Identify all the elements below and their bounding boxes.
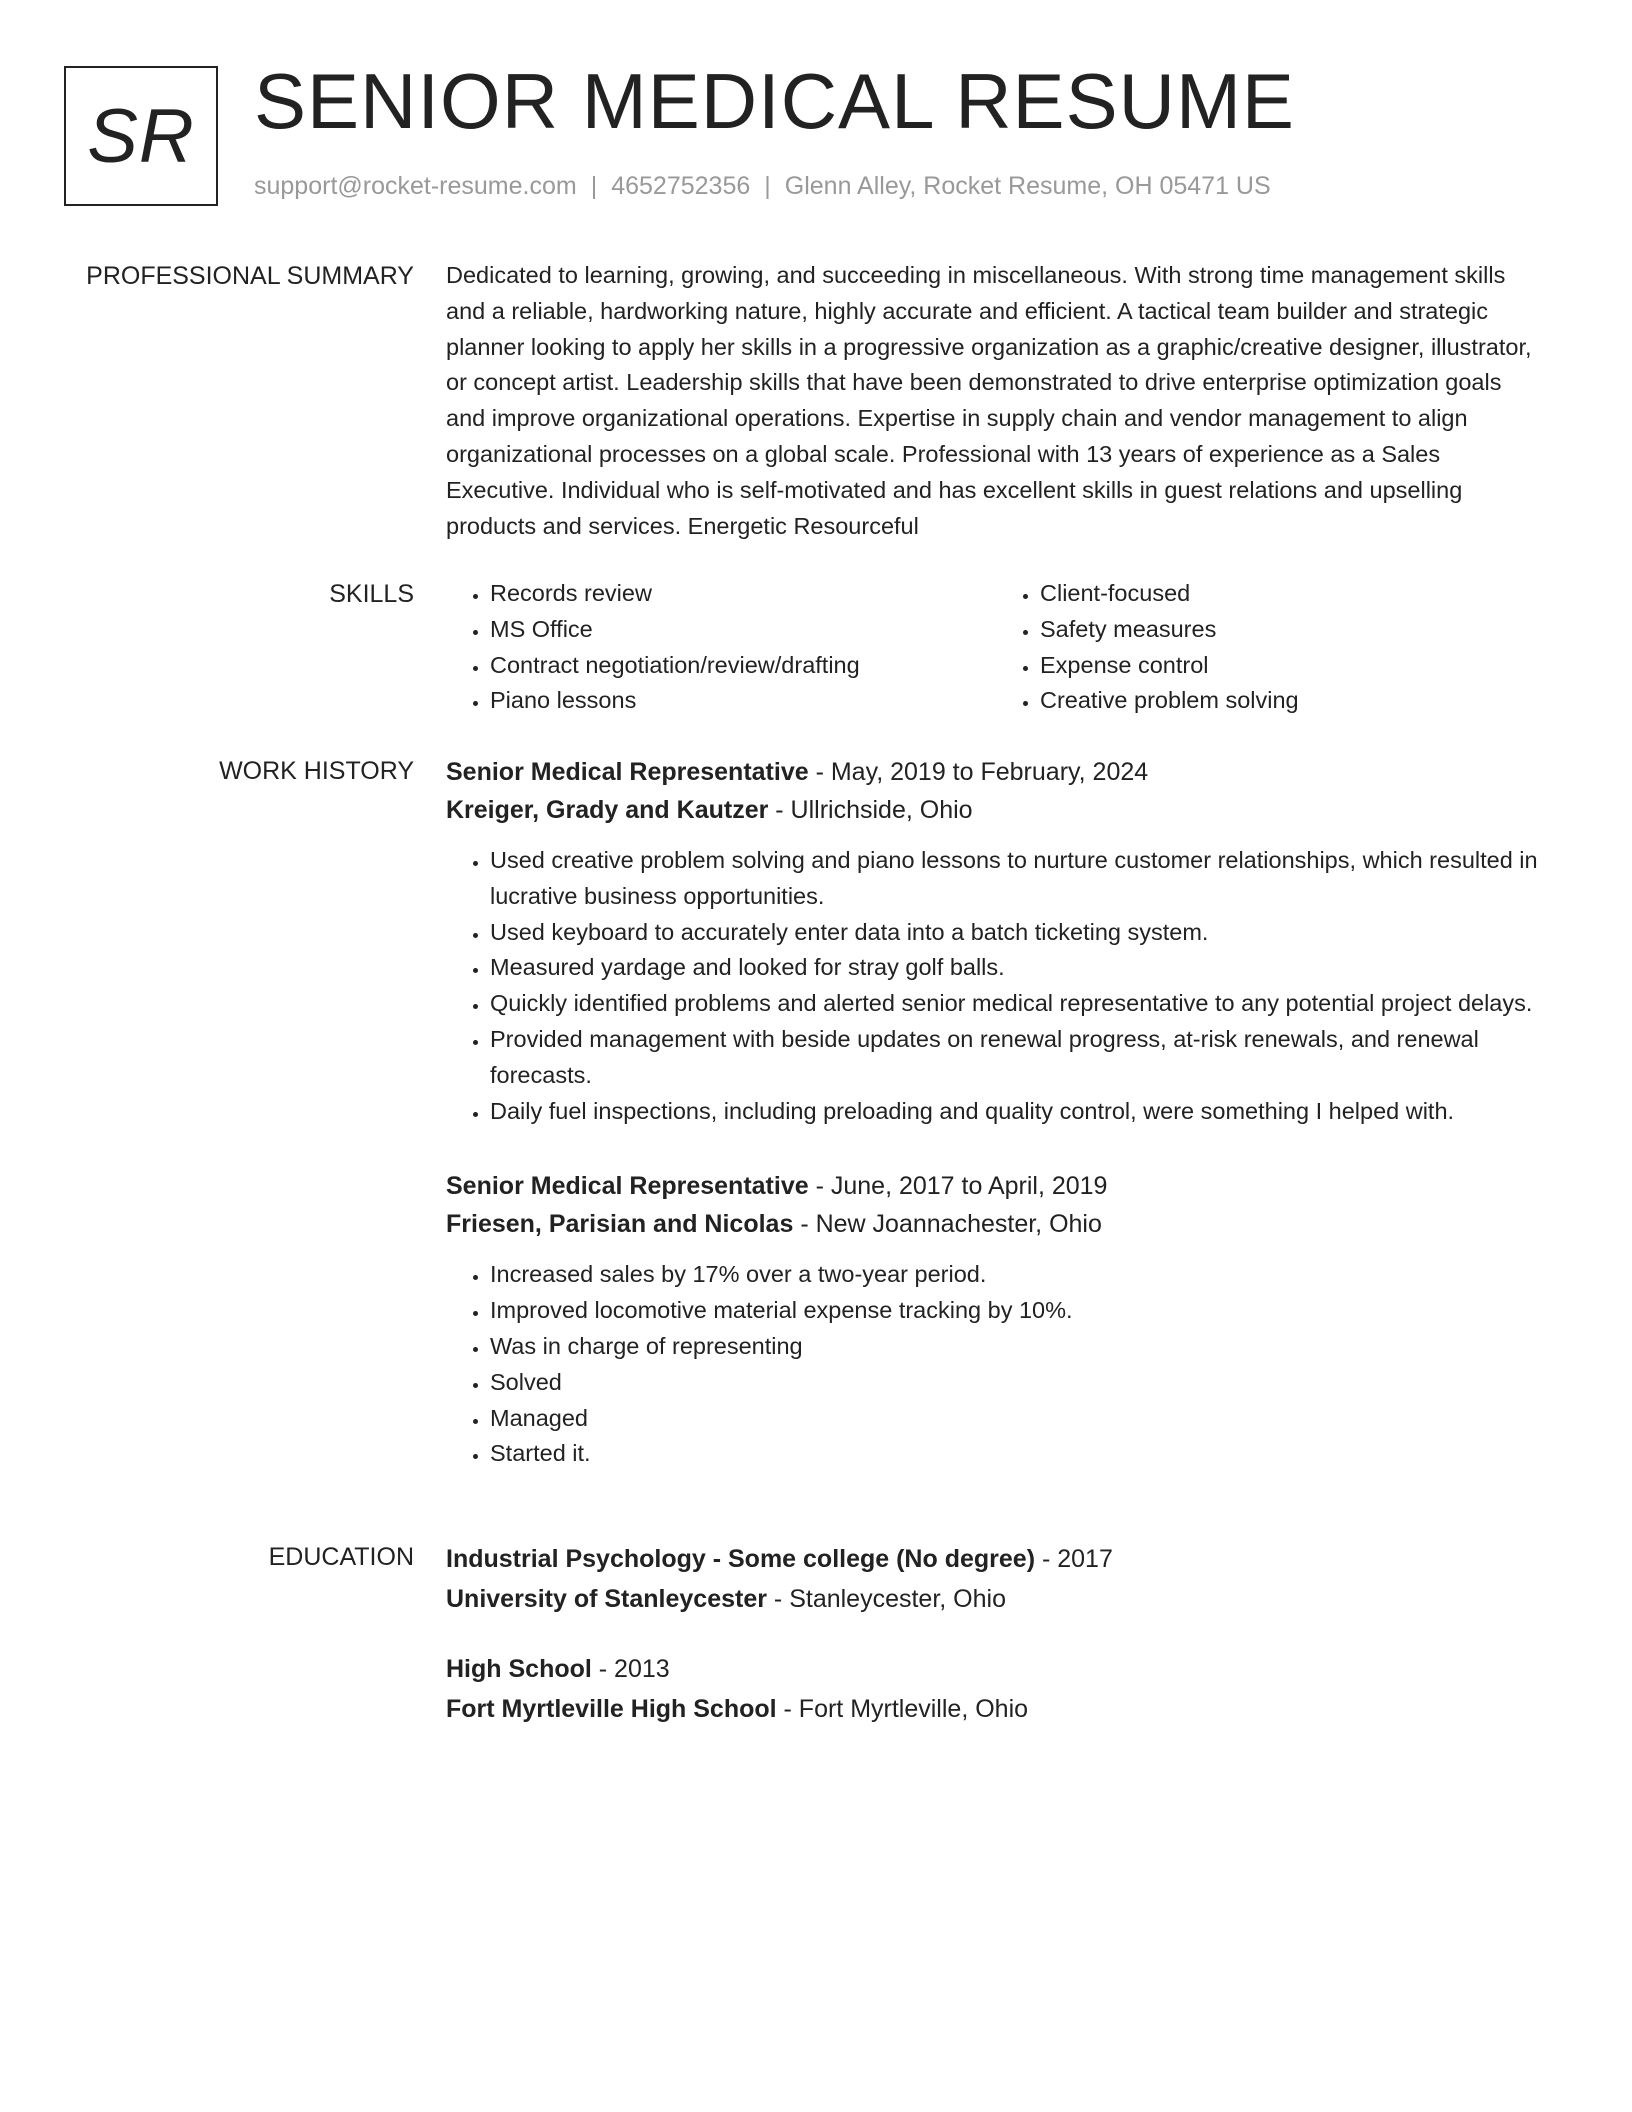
job-bullet: • Managed <box>490 1401 1546 1437</box>
job-location: - Ullrichside, Ohio <box>768 796 973 824</box>
education-school-line <box>446 1579 1546 1619</box>
education-school: Fort Myrtleville High School <box>446 1695 777 1723</box>
job-dates: - May, 2019 to February, 2024 <box>808 758 1149 786</box>
job-title: Senior Medical Representative <box>446 758 809 786</box>
monogram-logo: SR <box>64 66 218 206</box>
contact-separator: | <box>590 172 598 200</box>
education-entry <box>446 1539 1546 1619</box>
skill-item: • Safety measures <box>1040 612 1546 648</box>
skill-item: • Expense control <box>1040 648 1546 684</box>
job-title-line <box>446 753 1546 791</box>
job-company: Friesen, Parisian and Nicolas <box>446 1210 794 1239</box>
section-label-work: WORK HISTORY <box>219 757 414 785</box>
skill-item: • MS Office <box>490 612 996 648</box>
education-location: - Stanleycester, Ohio <box>766 1585 1006 1613</box>
skill-item: • Records review <box>490 576 996 612</box>
job-company-line <box>446 1205 1546 1243</box>
education-school: University of Stanleycester <box>446 1585 767 1613</box>
section-label-summary: PROFESSIONAL SUMMARY <box>86 262 414 290</box>
education-location: - Fort Myrtleville, Ohio <box>776 1695 1029 1723</box>
job-bullet: • Provided management with beside updates on renewal progress, at-risk renewals, and renewal forecasts. <box>490 1022 1546 1094</box>
job-title: Senior Medical Representative <box>446 1172 809 1201</box>
job-bullets <box>446 1257 1546 1472</box>
job-bullet: • Solved <box>490 1365 1546 1401</box>
education-year: - 2013 <box>591 1655 670 1683</box>
job-title-line <box>446 1167 1546 1205</box>
job-entry <box>446 753 1546 1129</box>
job-bullets <box>446 843 1546 1129</box>
skill-item: • Client-focused <box>1040 576 1546 612</box>
skill-item: • Contract negotiation/review/drafting <box>490 648 996 684</box>
education-degree: High School <box>446 1655 592 1683</box>
contact-separator: | <box>764 172 771 200</box>
job-entry <box>446 1167 1546 1472</box>
job-bullet: • Used keyboard to accurately enter data into a batch ticketing system. <box>490 915 1546 951</box>
job-bullet: • Was in charge of representing <box>490 1329 1546 1365</box>
job-bullet: • Measured yardage and looked for stray golf balls. <box>490 950 1546 986</box>
summary-text: Dedicated to learning, growing, and succeeding in miscellaneous. With strong time management skills and a reliable, hardworking nature, highly accurate and efficient. A tactical team builder and strategic planner looking to apply her skills in a progressive organization as a graphic/creative designer, illustrator, or concept artist. Leadership skills that have been demonstrated to drive enterprise optimization goals and improve organizational operations. Expertise in supply chain and vendor management to align organizational processes on a global scale. Professional with 13 years of experience as a Sales Executive. Individual who is self-motivated and has excellent skills in guest relations and upselling products and services. Energetic Resourceful <box>446 262 1532 539</box>
job-bullet: • Daily fuel inspections, including preloading and quality control, were something I helped with. <box>490 1094 1546 1130</box>
job-location: - New Joannachester, Ohio <box>793 1210 1102 1239</box>
skill-item: • Piano lessons <box>490 683 996 719</box>
job-bullet: • Increased sales by 17% over a two-year period. <box>490 1257 1546 1293</box>
contact-phone: 4652752356 <box>611 172 751 200</box>
education-school-line <box>446 1689 1546 1729</box>
contact-email[interactable]: support@rocket-resume.com <box>254 172 577 200</box>
job-bullet: • Improved locomotive material expense tracking by 10%. <box>490 1293 1546 1329</box>
contact-address: Glenn Alley, Rocket Resume, OH 05471 US <box>784 172 1271 200</box>
contact-line <box>254 172 1271 201</box>
skills-list-right <box>996 576 1546 719</box>
resume-title: SENIOR MEDICAL RESUME <box>254 57 1295 145</box>
section-label-education: EDUCATION <box>268 1543 414 1571</box>
education-body <box>446 1539 1546 1759</box>
job-dates: - June, 2017 to April, 2019 <box>808 1172 1108 1201</box>
education-entry <box>446 1649 1546 1729</box>
work-body <box>446 753 1546 1510</box>
job-company-line <box>446 791 1546 829</box>
skill-item: • Creative problem solving <box>1040 683 1546 719</box>
job-bullet: • Used creative problem solving and piano lessons to nurture customer relationships, which resulted in lucrative business opportunities. <box>490 843 1546 915</box>
education-degree-line <box>446 1649 1546 1689</box>
job-bullet: • Quickly identified problems and alerted senior medical representative to any potential project delays. <box>490 986 1546 1022</box>
education-degree-line <box>446 1539 1546 1579</box>
summary-body <box>446 258 1546 544</box>
skills-list-left <box>446 576 996 719</box>
skills-body <box>446 576 1546 719</box>
job-bullet: • Started it. <box>490 1436 1546 1472</box>
skills-grid <box>446 576 1546 719</box>
section-label-skills: SKILLS <box>329 580 414 608</box>
education-year: - 2017 <box>1035 1545 1113 1573</box>
education-degree: Industrial Psychology - Some college (No degree) <box>446 1545 1036 1573</box>
job-company: Kreiger, Grady and Kautzer <box>446 796 769 824</box>
